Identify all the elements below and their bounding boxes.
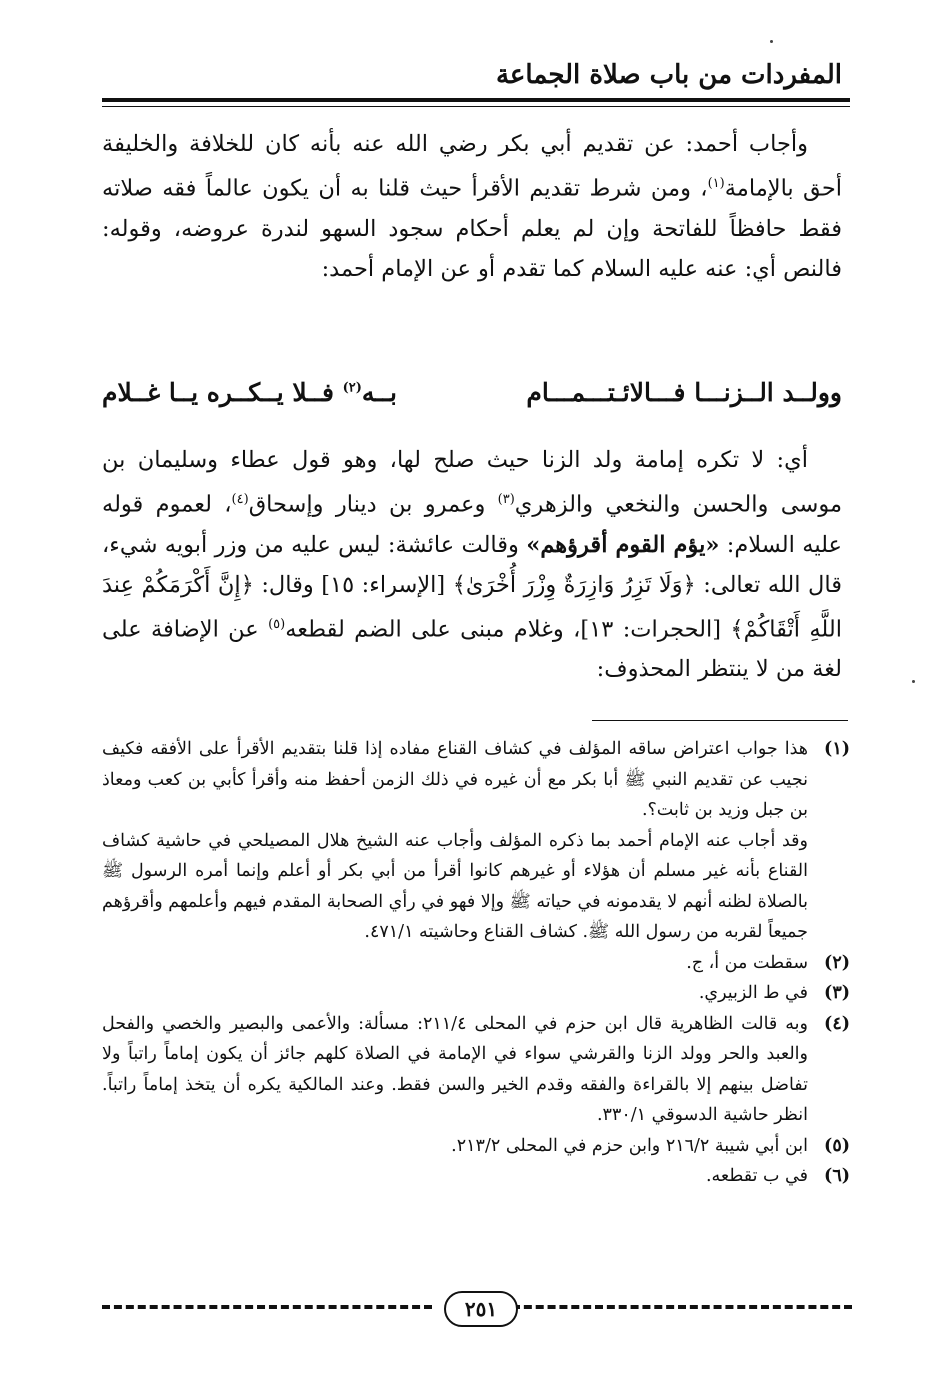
footnote-text: هذا جواب اعتراض ساقه المؤلف في كشاف القناع مفاده إذا قلنا بتقديم الأقرأ على الأفقه فكيف نجيب عن تقديم النبي ﷺ أبا بكر مع أن غيره في ذلك الزمن أحفظ منه وأقرأ كأبي بن كعب ومعاذ بن جبل وزيد بن ثابت؟. [102,739,808,820]
footnote-number: (٢) [824,952,850,973]
footnote-1 [102,734,850,826]
footnote-separator [592,720,848,721]
footnote-text: في ب تقطعه. [705,1166,808,1186]
para2-text-e: عن الإضافة على لغة من لا ينتظر المحذوف: [102,616,842,682]
scan-speck [912,680,915,683]
footnote-number: (٦) [824,1166,850,1186]
footnote-ref-5: (٥) [268,616,286,632]
para1-text: وأجاب أحمد: عن تقديم أبي بكر رضي الله عنه بأنه كان للخلافة والخليفة أحق بالإمامة [102,131,842,202]
footnote-text: سقطت من أ، ج. [686,952,808,973]
footnote-1-continued: وقد أجاب عنه الإمام أحمد بما ذكره المؤلف وأجاب عنه الشيخ هلال المصيلحي في حاشية كشاف القناع بأنه غير مسلم أن هؤلاء أو غيرهم كانوا أقرأ من أبي بكر أو أعلم وإنما أمره الرسول ﷺ بالصلاة لظنه أنهم لا يقدمونه في حياته ﷺ وإلا فهو في رأي الصحابة المقدم فيهم وأعلمهم وأقرؤهم جميعاً لقربه من رسول الله ﷺ. كشاف القناع وحاشيته ٤٧١/١. [101,830,808,942]
footnote-ref-1: (١) [707,176,725,191]
footnote-number: (١) [824,739,850,759]
footnote-number: (٣) [824,983,850,1003]
footnote-3 [102,978,850,1009]
footer-dashed-rule-left [102,1305,432,1309]
footnote-number: (٤) [824,1013,850,1034]
footnote-4 [102,1009,850,1131]
hadith-quote: «يؤم القوم أقرؤهم» [526,531,720,558]
footnote-ref-4: (٤) [231,492,249,507]
poem-verse [102,378,842,407]
header-rule-thick [102,98,850,102]
footnote-text: وبه قالت الظاهرية قال ابن حزم في المحلى ٢١١/٤: مسألة: والأعمى والبصير والخصي والفحل والعبد والحر وولد الزنا والقرشي سواء في الإمامة في الصلاة كلهم جائز أن يكون إماماً راتباً ولا تفاضل بينهم إلا بالقراءة والفقه وقدم الخير والسن فقط. وعند المالكية يكره أن يتخذ إماماً راتباً. انظر حاشية الدسوقي ٣٣٠/١. [102,1013,808,1125]
body-paragraph-2 [102,440,842,689]
footnote-text: في ط الزبيري. [698,983,808,1003]
running-header-title: المفردات من باب صلاة الجماعة [495,60,842,90]
footer-dashed-rule-right [512,1305,852,1309]
verse-second-b: فــلا يــكــره يــا غــلام [102,378,343,407]
header-rule-thin [102,106,850,107]
verse-second-a: بــه [361,378,397,407]
verse-first-hemistich: وولــد الــزنـــا فـــالائـتـــمـــام [526,378,842,407]
footnote-text: ابن أبي شيبة ٢١٦/٢ وابن حزم في المحلى ٢١٣/٢. [451,1135,808,1156]
scan-speck [770,40,773,43]
body-paragraph-1 [102,124,842,289]
page-number: ٢٥١ [444,1291,518,1327]
verse-second-hemistich [102,378,397,407]
page-footer [102,1290,852,1326]
footnote-6 [102,1161,850,1192]
footnote-5 [102,1131,850,1162]
para1-rest: ، ومن شرط تقديم الأقرأ حيث قلنا به أن يكون عالماً فقه صلاته فقط حافظاً للفاتحة وإن لم يعلم أحكام سجود السهو لندرة عروضه، وقوله: فالنص أي: عنه عليه السلام كما تقدم أو عن الإمام أحمد: [102,175,842,282]
footnote-ref-3: (٣) [497,492,515,507]
para2-text-d: وقالت عائشة: ليس عليه من وزر أبويه شيء، قال الله تعالى: ﴿وَلَا تَزِرُ وَازِرَةٌ وِزْرَ أُخْرَىٰ﴾ [الإسراء: ١٥] وقال: ﴿إِنَّ أَكْرَمَكُمْ عِندَ اللَّهِ أَتْقَاكُمْ﴾ [الحجرات: ١٣]، وغلام مبنى على الضم لقطعه [102,531,842,642]
para2-text-b: وعمرو بن دينار وإسحاق [248,491,498,518]
footnote-ref-2: (٢) [342,380,362,396]
footnote-number: (٥) [824,1135,850,1156]
footnotes-section [102,734,850,1192]
para2-text-a: أي: لا تكره إمامة ولد الزنا حيث صلح لها، وهو قول عطاء وسليمان بن موسى والحسن والنخعي والزهري [102,447,842,518]
footnote-2 [102,948,850,979]
para2-text-c: ، لعموم قوله عليه السلام: [102,491,842,558]
